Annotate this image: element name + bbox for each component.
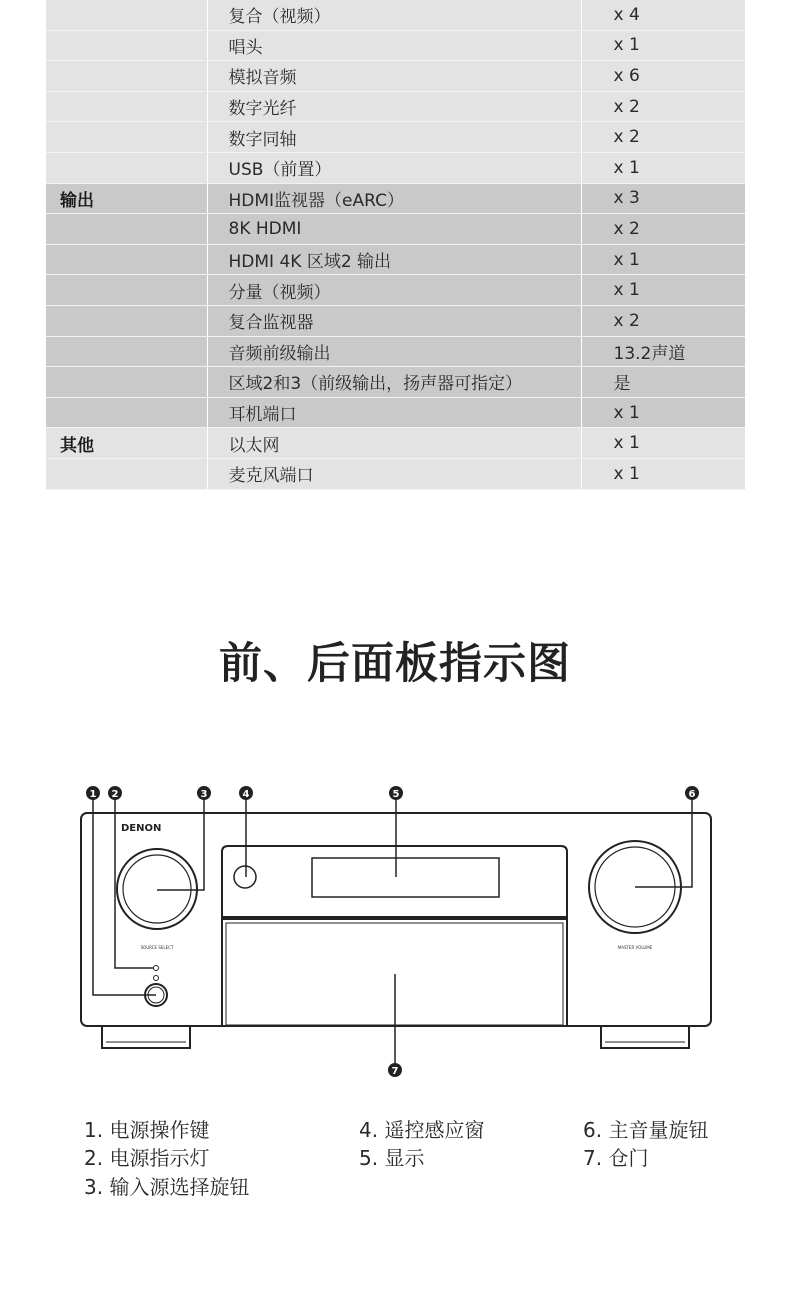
row-quantity: x 4 xyxy=(581,0,745,30)
table-row xyxy=(46,214,745,245)
row-quantity: x 1 xyxy=(581,458,745,489)
row-item: 8K HDMI xyxy=(207,214,581,245)
table-row xyxy=(46,183,745,214)
master-volume-label: MASTER VOLUME xyxy=(617,945,653,950)
row-quantity: x 1 xyxy=(581,397,745,428)
table-row xyxy=(46,30,745,61)
row-category xyxy=(46,122,207,153)
row-item: 区域2和3（前级输出，扬声器可指定） xyxy=(207,367,581,398)
legend-item-3: 3. 输入源选择旋钮 xyxy=(84,1175,250,1199)
row-category xyxy=(46,305,207,336)
row-quantity: x 1 xyxy=(581,152,745,183)
callout-badge-6 xyxy=(685,786,699,800)
power-indicator xyxy=(154,966,159,971)
callout-badge-3 xyxy=(197,786,211,800)
row-item: 音频前级输出 xyxy=(207,336,581,367)
front-panel-diagram xyxy=(70,780,715,1080)
left-foot xyxy=(102,1026,190,1048)
legend-item-6: 6. 主音量旋钮 xyxy=(583,1118,709,1142)
callout-badge-7 xyxy=(388,1063,402,1077)
svg-text:5: 5 xyxy=(392,789,400,800)
row-item: 数字光纤 xyxy=(207,91,581,122)
svg-text:7: 7 xyxy=(391,1066,399,1077)
power-symbol xyxy=(154,976,159,981)
spec-table-body xyxy=(46,0,745,489)
row-quantity: x 3 xyxy=(581,183,745,214)
row-category xyxy=(46,214,207,245)
row-item: HDMI监视器（eARC） xyxy=(207,183,581,214)
row-category xyxy=(46,336,207,367)
row-category xyxy=(46,244,207,275)
row-item: 耳机端口 xyxy=(207,397,581,428)
row-category xyxy=(46,61,207,92)
table-row xyxy=(46,305,745,336)
table-row xyxy=(46,397,745,428)
callout-badge-5 xyxy=(389,786,403,800)
row-category: 其他 xyxy=(46,428,207,459)
svg-text:2: 2 xyxy=(111,789,119,800)
svg-text:1: 1 xyxy=(89,789,97,800)
section-title: 前、后面板指示图 xyxy=(219,639,571,689)
row-category xyxy=(46,275,207,306)
row-category xyxy=(46,30,207,61)
row-quantity: x 2 xyxy=(581,305,745,336)
row-item: 麦克风端口 xyxy=(207,458,581,489)
svg-text:4: 4 xyxy=(242,789,250,800)
table-row xyxy=(46,152,745,183)
row-item: HDMI 4K 区域2 输出 xyxy=(207,244,581,275)
row-quantity: x 2 xyxy=(581,91,745,122)
svg-text:3: 3 xyxy=(200,789,208,800)
row-item: 以太网 xyxy=(207,428,581,459)
row-item: 唱头 xyxy=(207,30,581,61)
legend-item-4: 4. 遥控感应窗 xyxy=(359,1118,485,1142)
spec-table xyxy=(46,0,745,490)
legend-item-7: 7. 仓门 xyxy=(583,1146,649,1170)
row-category xyxy=(46,397,207,428)
right-foot xyxy=(601,1026,689,1048)
svg-text:6: 6 xyxy=(688,789,696,800)
row-quantity: 是 xyxy=(581,367,745,398)
callout-badge-2 xyxy=(108,786,122,800)
row-category xyxy=(46,152,207,183)
table-row xyxy=(46,61,745,92)
row-quantity: x 2 xyxy=(581,122,745,153)
row-category xyxy=(46,367,207,398)
legend-item-5: 5. 显示 xyxy=(359,1146,425,1170)
remote-sensor-window xyxy=(234,866,256,888)
row-category: 输出 xyxy=(46,183,207,214)
row-category xyxy=(46,91,207,122)
row-quantity: x 1 xyxy=(581,244,745,275)
legend-item-1: 1. 电源操作键 xyxy=(84,1118,210,1142)
table-row xyxy=(46,275,745,306)
row-quantity: 13.2声道 xyxy=(581,336,745,367)
row-item: 复合监视器 xyxy=(207,305,581,336)
row-item: 复合（视频） xyxy=(207,0,581,30)
legend-item-2: 2. 电源指示灯 xyxy=(84,1146,210,1170)
brand-logo: DENON xyxy=(121,823,162,834)
row-quantity: x 6 xyxy=(581,61,745,92)
table-row xyxy=(46,91,745,122)
table-row xyxy=(46,0,745,30)
row-item: USB（前置） xyxy=(207,152,581,183)
row-item: 模拟音频 xyxy=(207,61,581,92)
table-row xyxy=(46,244,745,275)
table-row xyxy=(46,367,745,398)
source-select-knob-inner xyxy=(123,855,191,923)
row-category xyxy=(46,458,207,489)
callout-badge-1 xyxy=(86,786,100,800)
callout-badge-4 xyxy=(239,786,253,800)
row-item: 数字同轴 xyxy=(207,122,581,153)
display-window xyxy=(312,858,499,897)
source-select-label: SOURCE SELECT xyxy=(140,945,174,950)
table-row xyxy=(46,428,745,459)
row-quantity: x 2 xyxy=(581,214,745,245)
row-quantity: x 1 xyxy=(581,275,745,306)
row-item: 分量（视频） xyxy=(207,275,581,306)
row-category xyxy=(46,0,207,30)
row-quantity: x 1 xyxy=(581,30,745,61)
table-row xyxy=(46,336,745,367)
table-row xyxy=(46,122,745,153)
table-row xyxy=(46,458,745,489)
row-quantity: x 1 xyxy=(581,428,745,459)
